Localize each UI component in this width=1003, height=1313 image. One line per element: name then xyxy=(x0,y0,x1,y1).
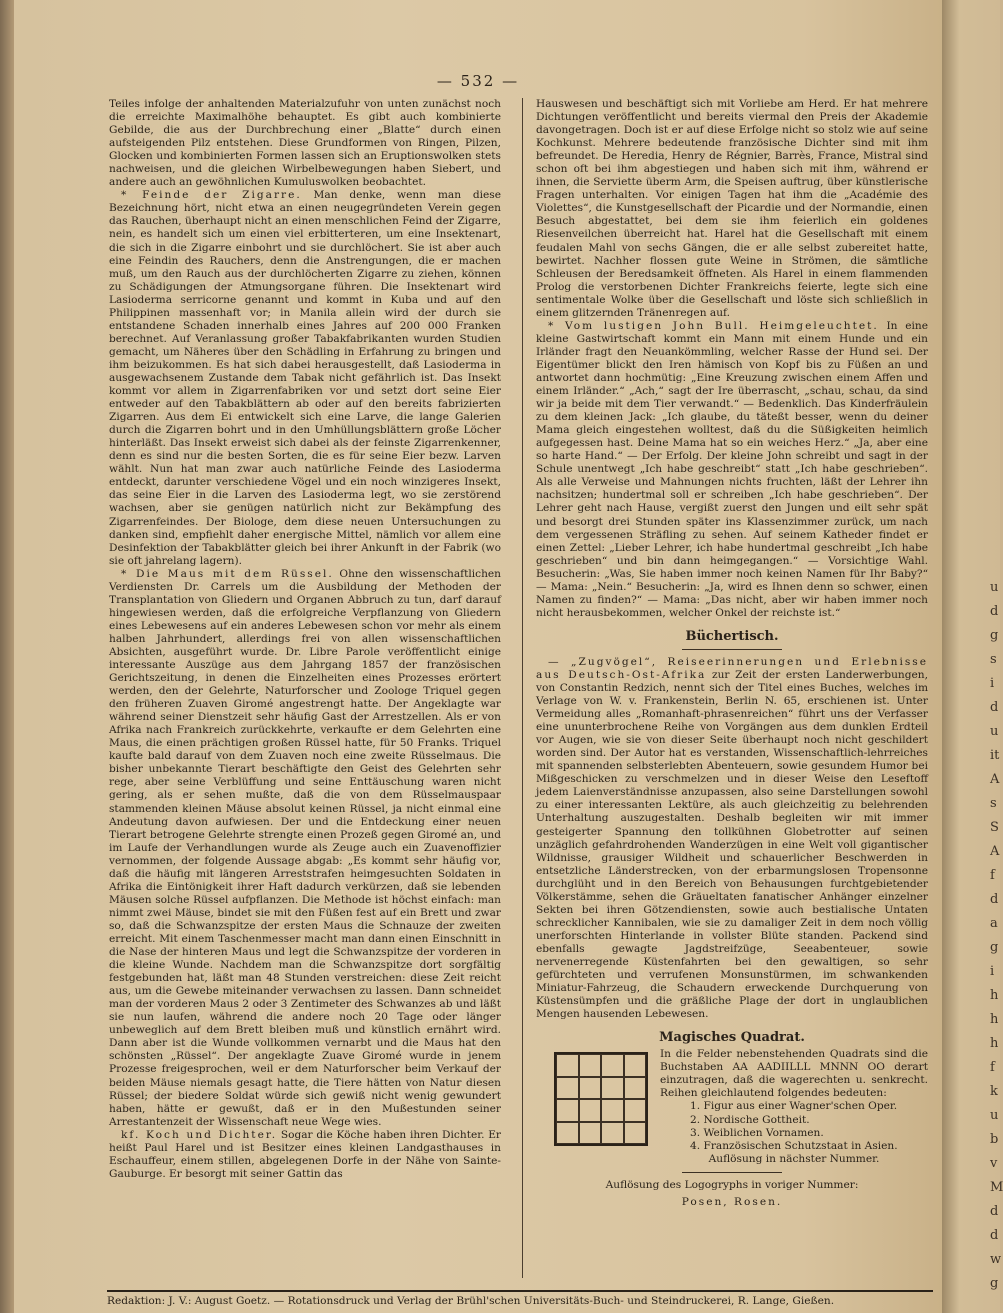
grid-cell xyxy=(624,1122,647,1145)
article-body: Man denke, wenn man diese Bezeichnung hört, nicht etwa an einen neugegründeten Verein gegen das Rauchen, überhaupt nicht an einen menschlichen Feind der Zigarre, nein, es handelt sich um einen viel erbitterteren, um eine Insektenart, die sich in die Zigarre einbohrt und sie durchlöchert. Sie ist aber auch eine Feindin des Rauchers, denn die Anstrengungen, die er machen muß, um den Rauch aus der durchlöcherten Zigarre zu ziehen, können zu Schädigungen der Atmungsorgane führen. Die Insektenart wird Lasioderma serricorne genannt und kommt in Kuba und auf den Philippinen massenhaft vor; in Manila allein wird der durch sie entstandene Schaden innerhalb eines Jahres auf 200 000 Franken berechnet. Auf Veranlassung großer Tabakfabrikanten wurden Studien gemacht, um Näheres über den Schädling in Erfahrung zu bringen und ihm beizukommen. Es hat sich dabei herausgestellt, daß Lasioderma in ausgewachsenem Zustande dem Tabak nicht gefährlich ist. Das Insekt kommt vor allem in Zigarrenfabriken vor und setzt dort seine Eier entweder auf den Tabakblättern ab oder auf den bereits fabrizierten Zigarren. Aus dem Ei entwickelt sich eine Larve, die lange Galerien durch die Zigarren bohrt und in den Umhüllungsblättern große Löcher hinterläßt. Das Insekt erweist sich dabei als der feinste Zigarrenkenner, denn es sind nur die besten Sorten, die es für seine Eier bezw. Larven wählt. Nun hat man zwar auch natürliche Feinde des Lasioderma entdeckt, darunter verschiedene Vögel und ein noch winzigeres Insekt, das seine Eier in die Larven des Lasioderma legt, wo sie zerstörend wachsen, aber sie genügen natürlich nicht zur Bekämpfung des Zigarrenfeindes. Der Biologe, dem diese neuen Untersuchungen zu danken sind, empfiehlt daher energische Mittel, nämlich vor allem eine Desinfektion der Tabakblätter gleich bei ihrer Ankunft in der Fabrik (wo sie oft jahrelang lagern). xyxy=(109,189,501,567)
edge-glyph: i xyxy=(990,676,995,691)
article-title: * Die Maus mit dem Rüssel. xyxy=(121,567,334,580)
edge-glyph: s xyxy=(990,796,997,811)
magic-square-intro: In die Felder nebenstehenden Quadrats sind die Buchstaben AA AADIILLL MNNN OO derart einzutragen, daß die wagerechten u. senkrecht. Reihen gleichlautend folgendes bedeuten: xyxy=(660,1048,928,1100)
edge-glyph: it xyxy=(990,748,1000,763)
article-title: kf. Koch und Dichter. xyxy=(121,1128,278,1141)
grid-cell xyxy=(601,1122,624,1145)
edge-glyph: h xyxy=(990,1036,999,1051)
article-title: * Vom lustigen John Bull. Heimgeleuchtet. xyxy=(548,319,879,332)
previous-solution-answer: Posen, Rosen. xyxy=(681,1196,783,1209)
edge-glyph: i xyxy=(990,964,995,979)
newspaper-page xyxy=(14,0,942,1313)
edge-glyph: h xyxy=(990,1012,999,1027)
article-koch-continued: Hauswesen und beschäftigt sich mit Vorliebe am Herd. Er hat mehrere Dichtungen veröffentlicht und bereits viermal den Preis der Akademie davongetragen. Doch ist er auf diese Erfolge nicht so stolz wie auf seine Kochkunst. Mehrere bedeutende französische Dichter sind mit ihm befreundet. De Heredia, Henry de Régnier, Barrès, France, Mistral sind schon oft bei ihm abgestiegen und haben sich mit ihm, während er ihnen, die Serviette überm Arm, die Speisen auftrug, über künstlerische Fragen unterhalten. Vor einigen Tagen hat ihm die „Académie des Violettes“, die Kunstgesellschaft der Picardie und der Normandie, einen Besuch abgestattet, bei dem sie ihm feierlich ein goldenes Riesenveilchen überreicht hat. Harel hat die Gesellschaft mit einem feudalen Mahl von sechs Gängen, die er alle selbst zubereitet hatte, bewirtet. Nachher flossen gute Weine in Strömen, die sämtliche Schleusen der Beredsamkeit öffneten. Als Harel in einem flammenden Prolog die verstorbenen Dichter Frankreichs feierte, legte sich eine sentimentale Wolke über die Gesellschaft und löste sich schließlich in einem glitzernden Tränenregen auf. xyxy=(536,98,928,319)
edge-glyph: M xyxy=(990,1180,1003,1195)
edge-glyph: d xyxy=(990,604,999,619)
article-koch-und-dichter xyxy=(109,1129,501,1181)
section-rule xyxy=(682,649,782,650)
edge-glyph: u xyxy=(990,1108,999,1123)
article-maus-mit-ruessel xyxy=(109,568,501,1129)
grid-cell xyxy=(579,1099,602,1122)
edge-glyph: d xyxy=(990,1204,999,1219)
article-john-bull xyxy=(536,320,928,620)
clue-item: 2. Nordische Gottheit. xyxy=(690,1113,810,1126)
edge-glyph: A xyxy=(990,844,1000,859)
edge-glyph: f xyxy=(990,868,995,883)
grid-cell xyxy=(579,1054,602,1077)
magic-square-grid xyxy=(554,1052,648,1146)
previous-solution-label: Auflösung des Logogryphs in voriger Nummer: xyxy=(605,1179,859,1192)
grid-cell xyxy=(601,1077,624,1100)
grid-cell xyxy=(601,1054,624,1077)
book-review-body: zur Zeit der ersten Landerwerbungen, von Constantin Redzich, nennt sich der Titel eines Buches, welches im Verlage von W. v. Frankenstein, Berlin N. 65, erschienen ist. Unter Vermeidung alles „Romanhaft-phrasenreichen“ führt uns der Verfasser eine ununterbrochene Reihe von Vorgängen aus dem dunklen Erdteil vor Augen, wie sie von dieser Seite überhaupt noch nicht geschildert worden sind. Der Autor hat es verstanden, Wissenschaftlich-lehrreiches mit spannenden selbsterlebten Abenteuern, sowie gesundem Humor bei Mißgeschicken zu verschmelzen und in dieser Weise den Leseftoff jedem Laienverständnisse anzupassen, also seine Darstellungen sowohl zu einer interessanten Lektüre, als auch gleichzeitig zu belehrenden Unterhaltung auszugestalten. Deshalb begleiten wir mit immer gesteigerter Spannung den tollkühnen Globetrotter auf seinen unzäglich gefahrdrohenden Wanderzügen in eine Welt voll gigantischer Wildnisse, grausiger Wildheit und schauerlicher Beschwerden in entsetzliche Länderstrecken, von der erbarmungslosen Tropensonne durchglüht und in den Bereich von Behausungen furchtgebietender Völkerstämme, sehen die Gräueltaten fanatischer Anhänger einzelner Sekten bei ihren Götzendiensten, sowie auch bestialische Untaten schrecklicher Kannibalen, wie sie zu damaliger Zeit in dem noch völlig unerforschten Hinterlande in vollster Blüte standen. Packend sind ebenfalls gewagte Jagdstreifzüge, Seeabenteuer, sowie nervenerregende Küstenfahrten bei den gewaltigen, so sehr gefürchteten und verrufenen Monsunstürmen, im schwankenden Miniatur-Fahrzeug, die Schaudern erweckende Durchquerung von Küstensümpfen und die gräßliche Plage der dort in unglaublichen Mengen hausenden Lebewesen. xyxy=(536,668,928,1021)
edge-glyph: u xyxy=(990,580,999,595)
magic-square-clues xyxy=(660,1100,928,1152)
edge-glyph: b xyxy=(990,1132,999,1147)
edge-glyph: d xyxy=(990,892,999,907)
clue-item: 1. Figur aus einer Wagner'schen Oper. xyxy=(690,1100,898,1113)
grid-cell xyxy=(601,1099,624,1122)
edge-glyph: v xyxy=(990,1156,998,1171)
edge-glyph: g xyxy=(990,1276,999,1291)
clue-item: 4. Französischen Schutzstaat in Asien. xyxy=(690,1139,898,1152)
article-title: * Feinde der Zigarre. xyxy=(121,189,302,202)
grid-cell xyxy=(624,1054,647,1077)
edge-glyph: w xyxy=(990,1252,1002,1267)
books-heading: Büchertisch. xyxy=(685,628,779,644)
edge-glyph: d xyxy=(990,1228,999,1243)
page-number: — 532 — xyxy=(436,72,520,90)
grid-cell xyxy=(624,1099,647,1122)
clue-item: 3. Weiblichen Vornamen. xyxy=(690,1126,824,1139)
edge-glyph: g xyxy=(990,628,999,643)
edge-glyph: u xyxy=(990,724,999,739)
article-wolken-end: Teiles infolge der anhaltenden Materialzufuhr von unten zunächst noch die erreichte Maximalhöhe behauptet. Es gibt auch kombinierte Gebilde, die aus der Durchbrechung einer „Blatte“ durch einen aufsteigenden Pilz entstehen. Diese Grundformen von Ringen, Pilzen, Glocken und kombinierten Formen lassen sich an Eruptionswolken stets nachweisen, und die gleichen Wirbelbewegungen haben Siebert, und andere auch an gewöhnlichen Kumuluswolken beobachtet. xyxy=(109,98,501,189)
edge-glyph: f xyxy=(990,1060,995,1075)
grid-cell xyxy=(624,1077,647,1100)
article-body: In eine kleine Gastwirtschaft kommt ein Mann mit einem Hunde und ein Irländer fragt den Neuankömmling, welcher Rasse der Hund sei. Der Eigentümer blickt den Iren hämisch von Kopf bis zu Füßen an und antwortet dann hochmütig: „Eine Kreuzung zwischen einem Affen und einem Irländer.“ „Ach,“ sagt der Ire überrascht, „schau, schau, da sind wir ja beide mit dem Tier verwandt.“ — Bedenklich. Das Kinderfräulein zu dem kleinen Jack: „Ich glaube, du täteßt besser, wenn du deiner Mama gleich eingestehen wolltest, daß du die Süßigkeiten heimlich aufgegessen hast. Deine Mama hat so ein weiches Herz.“ „Ja, aber eine so harte Hand.“ — Der Erfolg. Der kleine John schreibt und sagt in der Schule unentwegt „Ich habe geschreibt“ statt „Ich habe geschrieben“. Als alle Verweise und Mahnungen nichts fruchten, läßt der Lehrer ihn nachsitzen; hundertmal soll er schreiben „Ich habe geschrieben“. Der Lehrer geht nach Hause, vergißt zuerst den Jungen und eilt sehr spät und besorgt drei Stunden später ins Klassenzimmer zurück, um nach dem vergessenen Sträfling zu sehen. Auf seinem Katheder findet er einen Zettel: „Lieber Lehrer, ich habe hundertmal geschreibt „Ich habe geschrieben“ und bin dann heimgegangen.“ — Vorsichtige Wahl. Besucherin: „Was, Sie haben immer noch keinen Namen für Ihr Baby?“ — Mama: „Nein.“ Besucherin: „Ja, wird es Ihnen denn so schwer, einen Namen zu finden?“ — Mama: „Das nicht, aber wir haben immer noch nicht herausbekommen, welcher Onkel der reichste ist.“ xyxy=(536,319,928,619)
edge-glyph: a xyxy=(990,916,998,931)
edge-glyph: s xyxy=(990,652,997,667)
edge-glyph: d xyxy=(990,700,999,715)
column-divider xyxy=(522,98,523,1278)
grid-cell xyxy=(556,1122,579,1145)
grid-cell xyxy=(556,1077,579,1100)
article-body: Sogar die Köche haben ihren Dichter. Er heißt Paul Harel und ist Besitzer eines kleinen Landgasthauses in Eschauffeur, einem stillen, abgelegenen Dorfe in der Nähe von Sainte-Gauburge. Er besorgt mit seiner Gattin das xyxy=(109,1128,501,1180)
edge-glyph: h xyxy=(990,988,999,1003)
edge-glyph: g xyxy=(990,940,999,955)
book-spine xyxy=(0,0,14,1313)
left-column xyxy=(109,98,501,1286)
book-review xyxy=(536,656,928,1021)
edge-glyph: A xyxy=(990,772,1000,787)
magic-square-puzzle xyxy=(536,1048,928,1166)
article-feinde-der-zigarre xyxy=(109,189,501,567)
edge-glyph: S xyxy=(990,820,999,835)
right-column xyxy=(536,98,928,1286)
footer-rule xyxy=(107,1290,933,1292)
magic-square-text xyxy=(660,1048,928,1165)
section-rule xyxy=(682,1172,782,1173)
article-body: Ohne den wissenschaftlichen Verdiensten Dr. Carrels um die Ausbildung der Methoden der Transplantation von Gliedern und Organen Abbruch zu tun, darf darauf hingewiesen werden, daß die erfolgreiche Verpflanzung von Gliedern eines Lebewesens auf ein anderes Lebewesen schon vor mehr als einem halben Jahrhundert, allerdings frei von allen wissenschaftlichen Absichten, ausgeführt wurde. Dr. Libre Parole veröffentlicht einige interessante Auszüge aus dem Jahrgang 1857 der französischen Gerichtszeitung, in denen die Einzelheiten eines Prozesses erörtert werden, den der Gelehrte, Naturforscher und Zoologe Triquel gegen den früheren Zuaven Giromé angestrengt hatte. Der Angeklagte war während seiner Dienstzeit sehr häufig Gast der Arrestzellen. Als er von Afrika nach Frankreich zurückkehrte, verkaufte er dem Gelehrten eine Maus, die einen prächtigen großen Rüssel hatte, für 50 Franks. Triquel kaufte bald darauf von dem Zuaven noch eine zweite Rüsselmaus. Die bisher unbekannte Tierart beschäftigte den Geist des Gelehrten sehr rege, aber seine Verblüffung und seine Enttäuschung waren nicht gering, als er sehen mußte, daß die von dem Rüsselmauspaar stammenden kleinen Mäuse absolut keinen Rüssel, ja nicht einmal eine Andeutung davon aufwiesen. Der und die Entdeckung einer neuen Tierart betrogene Gelehrte strengte einen Prozeß gegen Giromé an, und im Laufe der Verhandlungen wurde als Zeuge auch ein Zuavenoffizier vernommen, der folgende Aussage abgab: „Es kommt sehr häufig vor, daß die häufig mit längeren Arreststrafen heimgesuchten Soldaten in Afrika die Eintönigkeit ihrer Haft dadurch verkürzen, daß sie lebenden Mäusen solche Rüssel aufpflanzen. Die Methode ist höchst einfach: man nimmt zwei Mäuse, bindet sie mit den Füßen fest auf ein Brett und zwar so, daß die Schwanzspitze der ersten Maus die Schnauze der zweiten erreicht. Mit einem Taschenmesser macht man dann einen Einschnitt in die Nase der hinteren Maus und legt die Schwanzspitze der vorderen in die kleine Wunde. Nachdem man die Schwanzspitze dort sorgfältig festgebunden hat, läßt man 48 Stunden verstreichen: diese Zeit reicht aus, um die Gewebe miteinander verwachsen zu lassen. Dann schneidet man der vorderen Maus 2 oder 3 Zentimeter des Schwanzes ab und läßt sie nun laufen, während die andere noch 20 Tage oder länger unbeweglich auf dem Brett bleiben muß und künstlich ernährt wird. Dann aber ist die Wunde vollkommen vernarbt und die Maus hat den schönsten „Rüssel“. Der angeklagte Zuave Giromé wurde in jenem Prozesse freigesprochen, weil er dem Naturforscher beim Verkauf der beiden Mäuse niemals gesagt hatte, die Tiere hätten von Natur diesen Rüssel; der biedere Soldat würde sich gewiß nicht wenig gewundert haben, hätte er gewußt, daß er in den Mußestunden seiner Arrestantenzeit der Wissenschaft neue Wege wies. xyxy=(109,567,501,1128)
grid-cell xyxy=(556,1099,579,1122)
book-title: — „Zugvögel“, Reiseerinnerungen und Erlebnisse aus Deutsch-Ost-Afrika xyxy=(536,655,928,681)
imprint-footer: Redaktion: J. V.: August Goetz. — Rotationsdruck und Verlag der Brühl'schen Universitäts-Buch- und Steindruckerei, R. Lange, Gießen. xyxy=(107,1295,835,1307)
grid-cell xyxy=(556,1054,579,1077)
grid-cell xyxy=(579,1122,602,1145)
edge-glyph: k xyxy=(990,1084,998,1099)
next-page-edge xyxy=(942,0,1003,1313)
grid-cell xyxy=(579,1077,602,1100)
magic-square-heading: Magisches Quadrat. xyxy=(659,1030,805,1046)
solution-note: Auflösung in nächster Nummer. xyxy=(708,1152,880,1165)
